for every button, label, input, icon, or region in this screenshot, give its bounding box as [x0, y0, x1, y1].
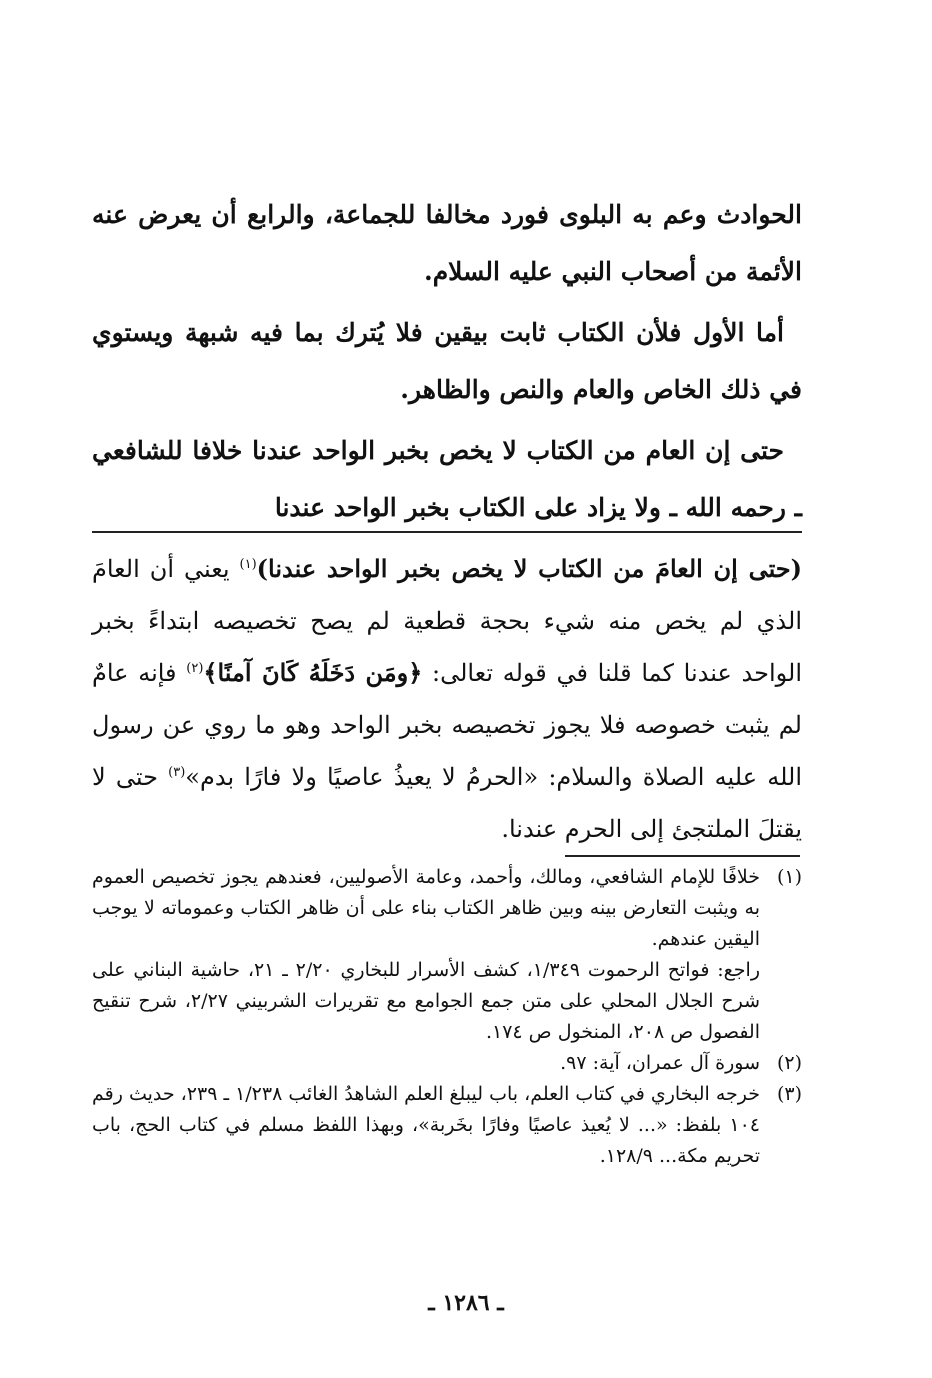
commentary-text-3: حتى لا يقتلَ الملتجئ إلى الحرم عندنا. [92, 763, 802, 843]
footnote-text: خلافًا للإمام الشافعي، ومالك، وأحمد، وعامة الأصوليين، فعندهم يجوز تخصيص العموم به ويثبت التعارض بينه وبين ظاهر الكتاب بناء على أن ظاهر الكتاب وعموماته لا يوجب اليقين عندهم. [92, 866, 760, 950]
main-text [92, 186, 802, 540]
commentary-text-1: يعني أن العامَ الذي لم يخص منه شيء بحجة قطعية لم يصح تخصيصه ابتداءً بخبر الواحد عندنا كما قلنا في قوله تعالى: [92, 555, 802, 687]
footnote-number: (٣) [776, 1083, 802, 1105]
footnote-number: (١) [776, 866, 802, 888]
quran-verse: ﴿ومَن دَخَلَهُ كَانَ آمنًا﴾ [203, 658, 423, 687]
footnote-2 [92, 1048, 802, 1079]
footnote-body [92, 1079, 760, 1172]
footnote-ref-2: (٢) [186, 661, 204, 676]
matn-paragraph-1: الحوادث وعم به البلوى فورد مخالفا للجماعة، والرابع أن يعرض عنه الأئمة من أصحاب النبي عليه السلام. [92, 200, 802, 286]
commentary [92, 543, 802, 855]
footnote-ref-1: (١) [239, 557, 257, 572]
footnote-body [92, 862, 760, 1048]
footnote-text: راجع: فواتح الرحموت ١/٣٤٩، كشف الأسرار للبخاري ٢/٢٠ ـ ٢١، حاشية البناني على شرح الجلال المحلي على متن جمع الجوامع مع تقريرات الشربيني ٢/٢٧، شرح تنقيح الفصول ص ٢٠٨، المنخول ص ١٧٤. [92, 959, 760, 1043]
commentary-paragraph [92, 543, 802, 855]
commentary-lemma: (حتى إن العامَ من الكتاب لا يخص بخبر الواحد عندنا) [256, 554, 802, 583]
footnotes [92, 862, 802, 1172]
footnote-text: خرجه البخاري في كتاب العلم، باب ليبلغ العلم الشاهدُ الغائب ١/٢٣٨ ـ ٢٣٩، حديث رقم ١٠٤ بلفظ: «... لا يُعيذ عاصيًا وفارًا بخَربة»، وبهذا اللفظ مسلم في كتاب الحج، باب تحريم مكة... ١٢٨/٩. [92, 1083, 760, 1167]
matn-paragraph-2: أما الأول فلأن الكتاب ثابت بيقين فلا يُترك بما فيه شبهة ويستوي في ذلك الخاص والعام والنص والظاهر. [92, 318, 802, 404]
page-number: ـ ١٢٨٦ ـ [428, 1290, 504, 1316]
footnote-number: (٢) [776, 1052, 802, 1074]
footnote-ref-3: (٣) [168, 765, 186, 780]
footnote-3 [92, 1079, 802, 1172]
commentary-text-2: فإنه عامٌ لم يثبت خصوصه فلا يجوز تخصيصه بخبر الواحد وهو ما روي عن رسول الله عليه الصلاة والسلام: «الحرمُ لا يعيذُ عاصيًا ولا فارًا بدم» [92, 659, 803, 791]
footnote-1 [92, 862, 802, 1048]
footnote-body [92, 1048, 760, 1079]
footnote-text: سورة آل عمران، آية: ٩٧. [560, 1052, 760, 1074]
footnote-divider [565, 855, 800, 857]
main-divider [92, 531, 802, 533]
matn-paragraph-3: حتى إن العام من الكتاب لا يخص بخبر الواحد عندنا خلافا للشافعي ـ رحمه الله ـ ولا يزاد على الكتاب بخبر الواحد عندنا [92, 436, 802, 522]
